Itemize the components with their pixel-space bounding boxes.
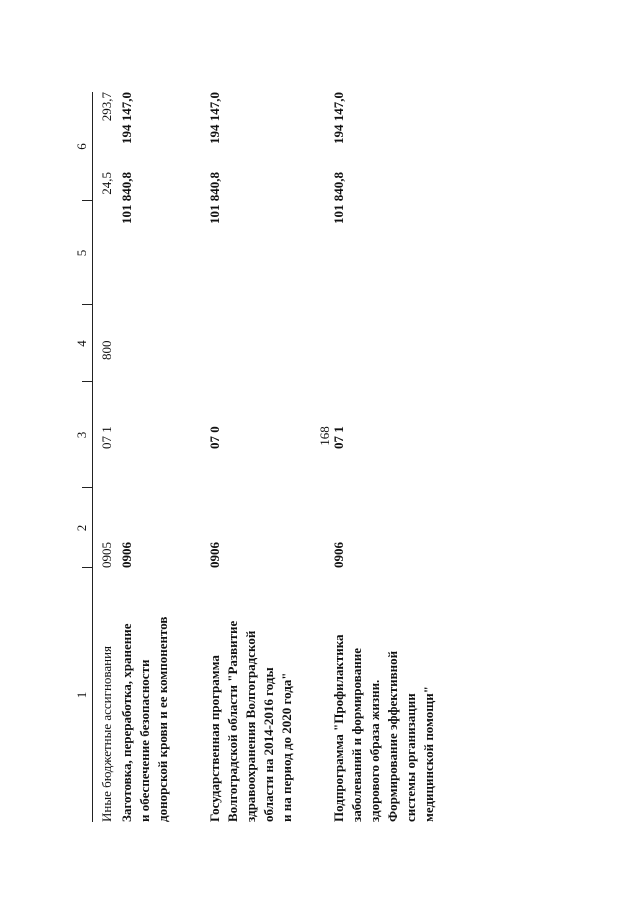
- header-col-3: 3: [74, 431, 89, 439]
- header-col-6: 6: [74, 143, 89, 150]
- row-subsection: 07 1: [331, 426, 346, 449]
- header-divider: [82, 487, 92, 488]
- header-divider: [82, 567, 92, 568]
- header-col-5: 5: [74, 249, 89, 257]
- row-name: Заготовка, переработка, хранение и обеспечение безопасности донорской крови и ее компонентов: [119, 616, 170, 822]
- row-subsection: 07 0: [207, 426, 222, 449]
- budget-table: [72, 92, 632, 822]
- row-value-2: 194 147,0: [119, 92, 134, 144]
- row-value-2: 194 147,0: [207, 92, 222, 144]
- row-code: 0906: [331, 542, 346, 568]
- row-value-1: 101 840,8: [119, 172, 134, 224]
- row-name: Подпрограмма "Профилактика заболеваний и формирование здорового образа жизни. Формирование эффективной системы организации медицинской помощи": [331, 634, 436, 822]
- row-value-1: 101 840,8: [331, 172, 346, 224]
- header-rule: [92, 92, 93, 822]
- table-header: [72, 92, 92, 822]
- header-col-1: 1: [74, 691, 89, 699]
- page-number: 168: [317, 426, 332, 446]
- row-name: Иные бюджетные ассигнования: [99, 645, 114, 822]
- row-code: 0906: [207, 542, 222, 568]
- row-code: 0906: [119, 542, 134, 568]
- header-col-4: 4: [74, 340, 89, 347]
- row-code: 0905: [99, 542, 114, 568]
- row-value-2: 293,7: [99, 92, 114, 122]
- header-divider: [82, 381, 92, 382]
- header-col-2: 2: [74, 524, 89, 532]
- row-subsection: 07 1: [99, 426, 114, 449]
- row-expense-type: 800: [99, 340, 114, 360]
- header-divider: [82, 200, 92, 201]
- row-value-1: 24,5: [99, 172, 114, 195]
- row-value-1: 101 840,8: [207, 172, 222, 224]
- header-divider: [82, 304, 92, 305]
- row-value-2: 194 147,0: [331, 92, 346, 144]
- row-name: Государственная программа Волгоградской области "Развитие здравоохранения Волгоградской области на 2014-2016 годы и на период до 2020 года": [207, 620, 294, 822]
